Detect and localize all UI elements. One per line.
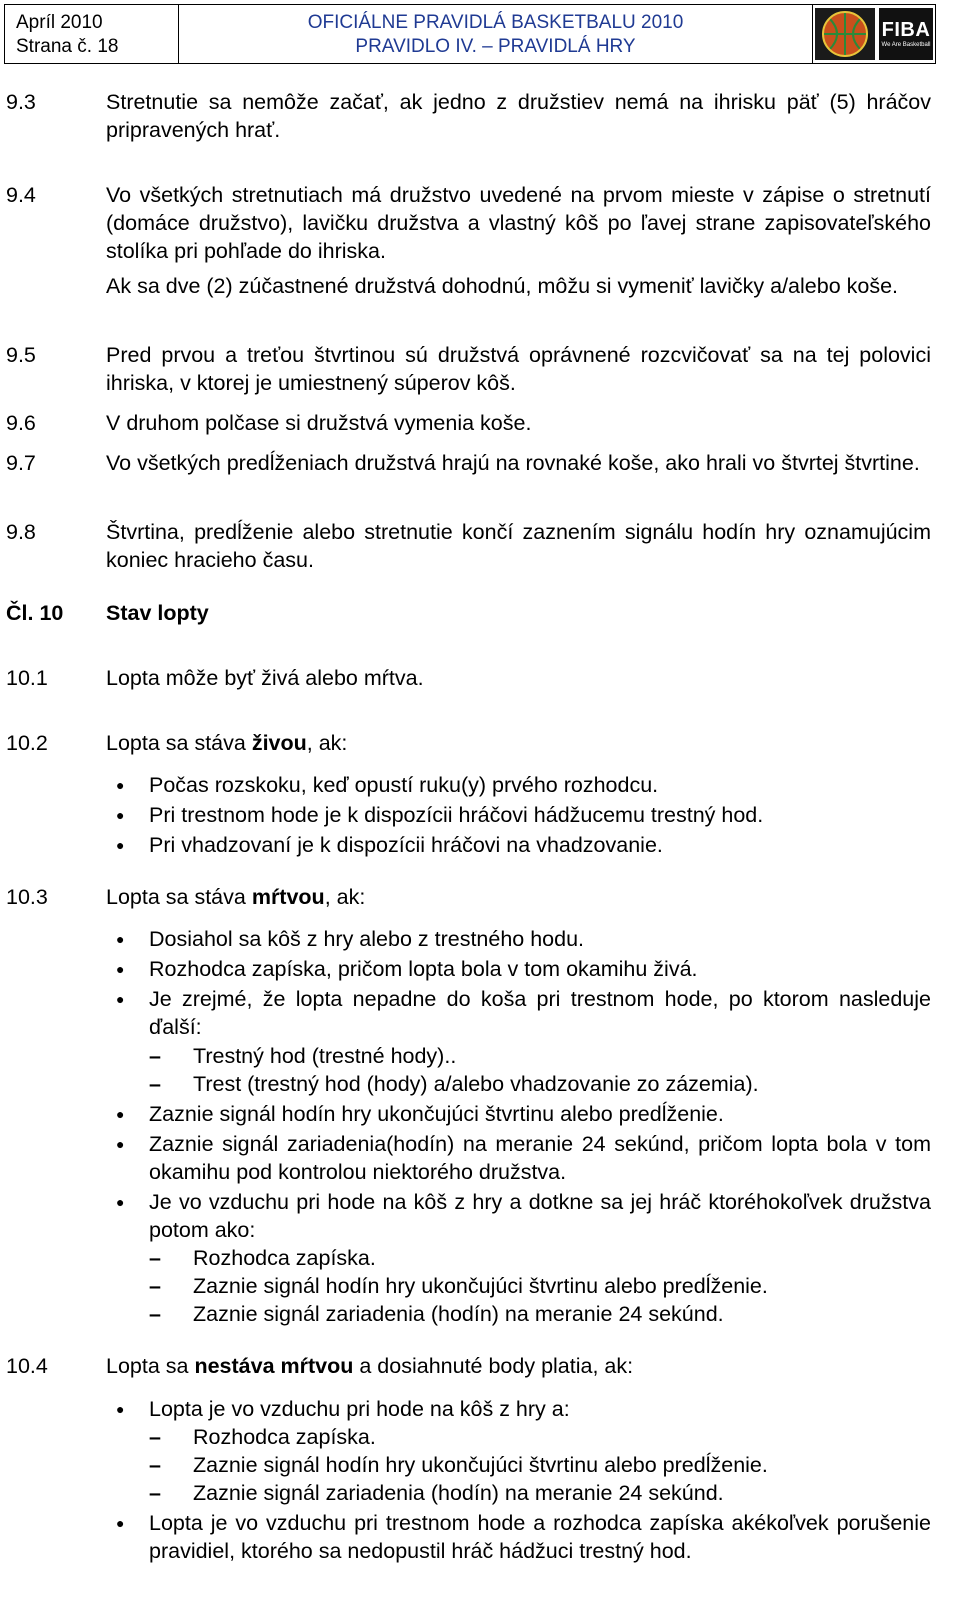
bullet-text: Zaznie signál hodín hry ukončujúci štvrtinu alebo predĺženie. [149,1102,724,1126]
document-title: OFICIÁLNE PRAVIDLÁ BASKETBALU 2010 [307,12,684,33]
section-text [106,729,931,757]
text-run: , ak: [306,731,348,755]
dash-text: Rozhodca zapíska. [193,1246,376,1270]
section-text: Lopta môže byť živá alebo mŕtva. [106,666,424,690]
dash-icon: – [149,1044,161,1068]
document-subtitle: PRAVIDLO IV. – PRAVIDLÁ HRY [355,36,636,57]
section-9-3 [6,88,931,144]
section-text: Stretnutie sa nemôže začať, ak jedno z družstiev nemá na ihrisku päť (5) hráčov pripravených hrať. [106,90,931,142]
bullet-text: Pri vhadzovaní je k dispozícii hráčovi na vhadzovanie. [149,833,663,857]
section-number: 9.5 [6,343,36,367]
header-title-cell [179,5,813,63]
bullet-text: Je vo vzduchu pri hode na kôš z hry a dotkne sa jej hráč ktoréhokoľvek družstva potom ako: [149,1190,931,1242]
emphasis-text: živou [251,731,307,755]
bullet-icon: ● [116,1136,125,1152]
dash-text: Zaznie signál hodín hry ukončujúci štvrtinu alebo predĺženie. [193,1274,768,1298]
section-number: 9.4 [6,183,36,207]
section-9-4-paragraph-2 [6,272,931,300]
section-9-7 [6,449,931,477]
fiba-logo-tagline: We Are Basketball [881,42,931,48]
dash-icon: – [149,1453,161,1477]
section-number: 9.6 [6,411,36,435]
bullet-text: Dosiahol sa kôš z hry alebo z trestného hodu. [149,927,585,951]
bullet-text: Je zrejmé, že lopta nepadne do koša pri trestnom hode, po ktorom nasleduje ďalší: [149,987,931,1039]
section-10-2 [6,729,931,757]
bullet-icon: ● [116,961,125,977]
dash-item [6,1479,931,1507]
bullet-icon: ● [116,807,125,823]
bullet-item [6,1100,931,1128]
bullet-item [6,985,931,1041]
bullet-item [6,1509,931,1565]
bullet-icon: ● [116,1194,125,1210]
bullet-icon: ● [116,1515,125,1531]
section-9-8 [6,518,931,574]
section-number: 10.1 [6,666,48,690]
dash-item [6,1423,931,1451]
dash-icon: – [149,1072,161,1096]
bullet-item [6,955,931,983]
header-logo-cell [813,5,935,63]
header-left-cell [5,5,179,63]
section-10-3 [6,883,931,911]
header-page-number: Strana č. 18 [16,36,119,57]
fiba-logo [879,8,933,60]
section-number: 9.3 [6,90,36,114]
bullet-icon: ● [116,1401,125,1417]
section-number: 9.7 [6,451,36,475]
bullet-text: Lopta je vo vzduchu pri trestnom hode a rozhodca zapíska akékoľvek porušenie pravidiel, ktorého sa nedopustil hráč hádžuci trestný hod. [149,1511,931,1563]
dash-icon: – [149,1425,161,1449]
bullet-item [6,831,931,859]
bullet-icon: ● [116,991,125,1007]
dash-item [6,1272,931,1300]
text-run: Lopta sa stáva [106,731,252,755]
section-text: Vo všetkých stretnutiach má družstvo uvedené na prvom mieste v zápise o stretnutí (domáce družstvo), lavičku družstva a vlastný kôš po ľavej strane zapisovateľského stolíka pri pohľade do ihriska. [106,183,931,263]
section-text: Pred prvou a treťou štvrtinou sú družstvá oprávnené rozcvičovať sa na tej polovici ihriska, v ktorej je umiestnený súperov kôš. [106,343,931,395]
dash-item [6,1070,931,1098]
dash-icon: – [149,1481,161,1505]
section-10-4 [6,1352,931,1380]
dash-text: Zaznie signál hodín hry ukončujúci štvrtinu alebo predĺženie. [193,1453,768,1477]
section-9-6 [6,409,931,437]
dash-item [6,1042,931,1070]
section-number: 10.4 [6,1354,48,1378]
text-run: Lopta sa [106,1354,195,1378]
section-text [106,1352,931,1380]
bullet-text: Lopta je vo vzduchu pri hode na kôš z hry a: [149,1397,570,1421]
section-10-1 [6,664,931,692]
section-text: Vo všetkých predĺženiach družstvá hrajú na rovnaké koše, ako hrali vo štvrtej štvrtine. [106,451,920,475]
bullet-item [6,1130,931,1186]
text-run: Lopta sa stáva [106,885,252,909]
dash-icon: – [149,1274,161,1298]
text-run: a dosiahnuté body platia, ak: [353,1354,634,1378]
dash-text: Rozhodca zapíska. [193,1425,376,1449]
dash-text: Trestný hod (trestné hody).. [193,1044,457,1068]
basketball-logo-icon [815,8,875,60]
emphasis-text: nestáva mŕtvou [194,1354,354,1378]
dash-item [6,1451,931,1479]
dash-item [6,1300,931,1328]
header-date: Apríl 2010 [16,12,103,33]
dash-text: Zaznie signál zariadenia (hodín) na meranie 24 sekúnd. [193,1302,724,1326]
bullet-icon: ● [116,777,125,793]
section-text: V druhom polčase si družstvá vymenia koše. [106,411,532,435]
bullet-text: Pri trestnom hode je k dispozícii hráčovi hádžucemu trestný hod. [149,803,764,827]
section-9-4 [6,181,931,265]
fiba-logo-text: FIBA [881,19,931,41]
bullet-item [6,801,931,829]
section-text [106,883,931,911]
bullet-item [6,1188,931,1244]
dash-icon: – [149,1246,161,1270]
emphasis-text: mŕtvou [251,885,325,909]
bullet-text: Rozhodca zapíska, pričom lopta bola v tom okamihu živá. [149,957,698,981]
bullet-item [6,1395,931,1423]
section-number: 10.2 [6,731,48,755]
bullet-icon: ● [116,1106,125,1122]
section-number: 10.3 [6,885,48,909]
bullet-item [6,771,931,799]
dash-icon: – [149,1302,161,1326]
section-text: Štvrtina, predĺženie alebo stretnutie končí zaznením signálu hodín hry oznamujúcim koniec hracieho času. [106,520,931,572]
dash-text: Zaznie signál zariadenia (hodín) na meranie 24 sekúnd. [193,1481,724,1505]
article-title: Stav lopty [106,601,209,625]
text-run: , ak: [324,885,366,909]
bullet-icon: ● [116,931,125,947]
article-10-heading [6,599,931,627]
bullet-text: Počas rozskoku, keď opustí ruku(y) prvého rozhodcu. [149,773,659,797]
section-number: 9.8 [6,520,36,544]
bullet-icon: ● [116,837,125,853]
article-number: Čl. 10 [6,601,64,625]
section-text: Ak sa dve (2) zúčastnené družstvá dohodnú, môžu si vymeniť lavičky a/alebo koše. [106,274,899,298]
page-header [4,4,936,64]
dash-item [6,1244,931,1272]
section-9-5 [6,341,931,397]
bullet-item [6,925,931,953]
dash-text: Trest (trestný hod (hody) a/alebo vhadzovanie zo zázemia). [193,1072,759,1096]
bullet-text: Zaznie signál zariadenia(hodín) na meranie 24 sekúnd, pričom lopta bola v tom okamihu pod kontrolou niektorého družstva. [149,1132,931,1184]
